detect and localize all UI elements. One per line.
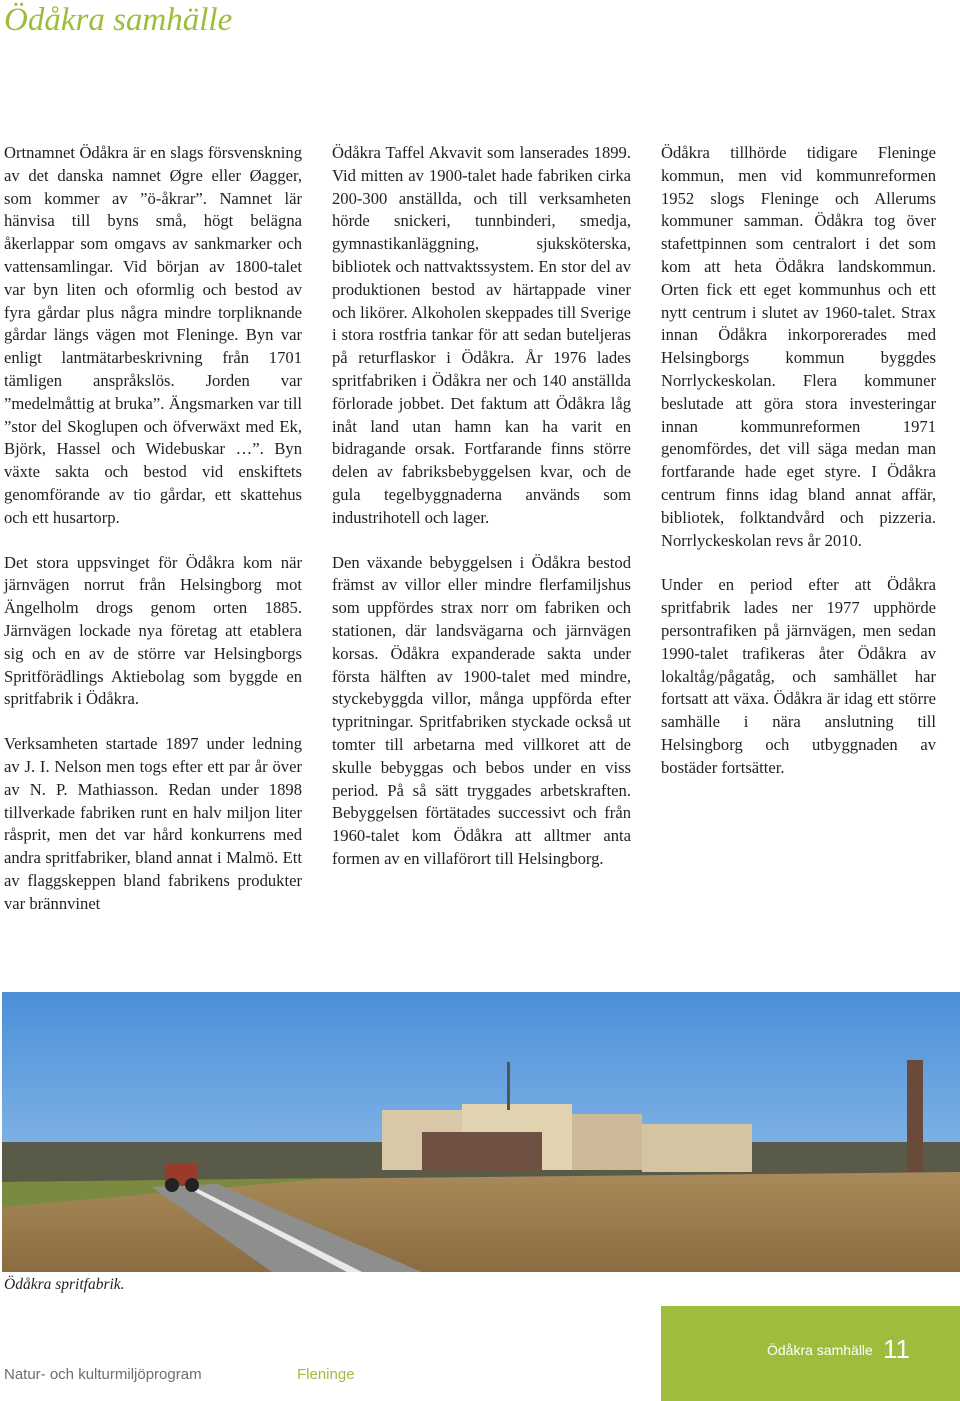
paragraph: Ödåkra Taffel Akvavit som lanserades 1899. Vid mitten av 1900-talet hade fabriken cirka 200-300 anställda, och till verksamheten hörde snickeri, tunnbinderi, smedja, gymnastikanläggning, sjuksköterska, bibliotek och nattvaktssystem. En stor del av produktionen bestod av härtappade viner och likörer. Alkoholen skeppades till Sverige i stora rostfria tankar för att sedan buteljeras på returflaskor i Ödåkra. År 1976 lades spritfabriken i Ödåkra ner och 140 anställda förlorade jobbet. Det faktum att Ödåkra låg inåt land utan hamn kan ha varit en bidragande orsak. Fortfarande finns större delen av fabriksbebyggelsen kvar, och de gula tegelbyggnaderna används som industrihotell och lager. xyxy=(332,143,631,527)
paragraph: Under en period efter att Ödåkra spritfabrik lades ner 1977 upphörde persontrafiken på järnvägen, men sedan 1990-talet trafikeras åter Ödåkra av lokaltåg/pågatåg, och samhället har fortsatt att växa. Ödåkra är idag ett större samhälle i nära anslutning till Helsingborg och utbyggnaden av bostäder fortsätter. xyxy=(661,575,936,777)
paragraph: Ortnamnet Ödåkra är en slags försvenskning av det danska namnet Øgre eller Øagger, som kommer av ”ö-åkrar”. Namnet lär hänvisa till byns små, högt belägna åkerlappar som omgavs av sankmarker och vattensamlingar. Vid början av 1800-talet var byn liten och oformlig och bestod av fyra gårdar plus några mindre torpliknande gårdar längs vägen mot Fleninge. Byn var enligt lantmätarbeskrivning från 1701 tämligen anspråkslös. Jorden var ”medelmåttig at bruka”. Ängsmarken var till ”stor del Skoglupen och öfverwäxt med Ek, Björk, Hassel och Widebuskar …”. Byn växte sakta och bestod vid enskiftets genomförande av tio gårdar, ett skattehus och ett husartorp. xyxy=(4,143,302,527)
page-number: 11 xyxy=(883,1334,910,1364)
footer-program: Natur- och kulturmiljöprogram xyxy=(4,1366,202,1383)
paragraph: Det stora uppsvinget för Ödåkra kom när järnvägen norrut från Helsingborg mot Ängelholm drogs genom orten 1885. Järnvägen lockade nya företag att etablera sig och en av de större var Helsingborgs Spritförädlings Aktiebolag som byggde en spritfabrik i Ödåkra. xyxy=(4,552,302,709)
footer-parish: Fleninge xyxy=(297,1366,355,1383)
factory-photo xyxy=(2,992,960,1272)
page-title: Ödåkra samhälle xyxy=(4,2,233,38)
text-column-1 xyxy=(4,142,302,938)
paragraph: Ödåkra tillhörde tidigare Fleninge kommun, men vid kommunreformen 1952 slogs Fleninge och Allerums kommuner samman. Ödåkra tog över stafettpinnen som centralort i det som kom att heta Ödåkra landskommun. Orten fick ett eget kommunhus och ett nytt centrum i slutet av 1960-talet. Strax innan Ödåkra inkorporerades med Helsingborgs kommun byggdes Norrlyckeskolan. Flera kommuner beslutade att göra stora investeringar innan kommunreformen 1971 genomfördes, det vill säga medan man fortfarande hade eget styre. I Ödåkra centrum finns idag bland annat affär, bibliotek, folktandvård och pizzeria. Norrlyckeskolan revs år 2010. xyxy=(661,143,936,550)
text-column-2 xyxy=(332,142,631,893)
paragraph: Verksamheten startade 1897 under ledning av J. I. Nelson men togs efter ett par år över av N. P. Mathiasson. Redan under 1898 tillverkade fabriken runt en halv miljon liter råsprit, men det var hård konkurrens med andra spritfabriker, bland annat i Malmö. Ett av flaggskeppen bland fabrikens produkter var brännvinet xyxy=(4,734,302,913)
text-column-3 xyxy=(661,142,936,802)
paragraph: Den växande bebyggelsen i Ödåkra bestod främst av villor eller mindre flerfamiljshus som uppfördes strax norr om fabriken och stationen, där landsvägarna och järnvägen korsas. Ödåkra expanderade sakta under första hälften av 1900-talet med mindre, styckebyggda villor, många uppförda efter typritningar. Spritfabriken styckade också ut tomter till arbetarna med villkoret att de skulle bebyggas och bebos under en viss period. På så sätt tryggades arbetskraften. Bebyggelsen förtätades successivt och från 1960-talet kom Ödåkra att alltmer anta formen av en villaförort till Helsingborg. xyxy=(332,552,631,868)
page-tab xyxy=(661,1306,960,1401)
section-label: Ödåkra samhälle xyxy=(767,1342,873,1358)
photo-caption: Ödåkra spritfabrik. xyxy=(4,1276,125,1293)
